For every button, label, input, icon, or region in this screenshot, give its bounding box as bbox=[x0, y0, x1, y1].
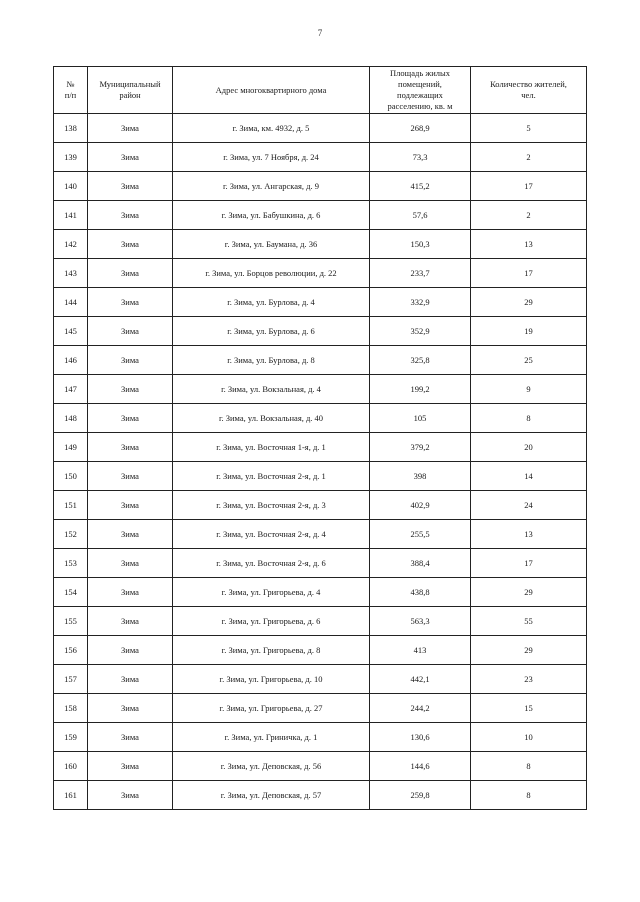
row-address: г. Зима, ул. Бурлова, д. 8 bbox=[173, 346, 370, 375]
row-address: г. Зима, ул. 7 Ноября, д. 24 bbox=[173, 143, 370, 172]
header-residents bbox=[471, 67, 587, 114]
table-row bbox=[54, 201, 587, 230]
row-address: г. Зима, ул. Деповская, д. 57 bbox=[173, 781, 370, 810]
table-row bbox=[54, 404, 587, 433]
table-row bbox=[54, 491, 587, 520]
row-address: г. Зима, ул. Бурлова, д. 4 bbox=[173, 288, 370, 317]
row-residents: 29 bbox=[471, 636, 587, 665]
row-number: 139 bbox=[54, 143, 88, 172]
row-district: Зима bbox=[88, 723, 173, 752]
table-row bbox=[54, 636, 587, 665]
row-area: 105 bbox=[370, 404, 471, 433]
row-number: 156 bbox=[54, 636, 88, 665]
row-district: Зима bbox=[88, 375, 173, 404]
row-area: 259,8 bbox=[370, 781, 471, 810]
row-number: 144 bbox=[54, 288, 88, 317]
table-header bbox=[54, 67, 587, 114]
row-address: г. Зима, ул. Восточная 2-я, д. 1 bbox=[173, 462, 370, 491]
row-number: 150 bbox=[54, 462, 88, 491]
row-district: Зима bbox=[88, 404, 173, 433]
row-address: г. Зима, ул. Григорьева, д. 4 bbox=[173, 578, 370, 607]
table-row bbox=[54, 143, 587, 172]
row-district: Зима bbox=[88, 752, 173, 781]
row-area: 150,3 bbox=[370, 230, 471, 259]
table-row bbox=[54, 549, 587, 578]
header-address-label: Адрес многоквартирного дома bbox=[215, 84, 327, 95]
table-row bbox=[54, 114, 587, 143]
row-area: 255,5 bbox=[370, 520, 471, 549]
row-address: г. Зима, ул. Вокзальная, д. 4 bbox=[173, 375, 370, 404]
row-district: Зима bbox=[88, 607, 173, 636]
row-district: Зима bbox=[88, 491, 173, 520]
header-district-label: Муниципальный район bbox=[99, 79, 161, 100]
row-residents: 5 bbox=[471, 114, 587, 143]
row-residents: 8 bbox=[471, 752, 587, 781]
row-area: 130,6 bbox=[370, 723, 471, 752]
row-district: Зима bbox=[88, 578, 173, 607]
header-area-label: Площадь жилых помещений, подлежащих расселению, кв. м bbox=[387, 68, 453, 111]
row-residents: 8 bbox=[471, 781, 587, 810]
housing-table bbox=[53, 66, 587, 810]
row-number: 143 bbox=[54, 259, 88, 288]
header-residents-label: Количество жителей, чел. bbox=[490, 79, 567, 100]
table-row bbox=[54, 375, 587, 404]
table-row bbox=[54, 172, 587, 201]
row-residents: 15 bbox=[471, 694, 587, 723]
row-residents: 19 bbox=[471, 317, 587, 346]
row-residents: 8 bbox=[471, 404, 587, 433]
row-number: 140 bbox=[54, 172, 88, 201]
row-district: Зима bbox=[88, 636, 173, 665]
row-number: 152 bbox=[54, 520, 88, 549]
row-number: 151 bbox=[54, 491, 88, 520]
row-number: 148 bbox=[54, 404, 88, 433]
table-row bbox=[54, 578, 587, 607]
header-num-label: № п/п bbox=[64, 79, 77, 100]
row-district: Зима bbox=[88, 172, 173, 201]
row-address: г. Зима, ул. Бабушкина, д. 6 bbox=[173, 201, 370, 230]
row-district: Зима bbox=[88, 346, 173, 375]
row-number: 147 bbox=[54, 375, 88, 404]
row-district: Зима bbox=[88, 201, 173, 230]
row-address: г. Зима, ул. Григорьева, д. 10 bbox=[173, 665, 370, 694]
row-area: 268,9 bbox=[370, 114, 471, 143]
row-address: г. Зима, ул. Вокзальная, д. 40 bbox=[173, 404, 370, 433]
row-residents: 13 bbox=[471, 230, 587, 259]
row-number: 154 bbox=[54, 578, 88, 607]
row-residents: 23 bbox=[471, 665, 587, 694]
header-num bbox=[54, 67, 88, 114]
row-residents: 13 bbox=[471, 520, 587, 549]
row-district: Зима bbox=[88, 230, 173, 259]
row-address: г. Зима, ул. Григорьева, д. 27 bbox=[173, 694, 370, 723]
row-number: 161 bbox=[54, 781, 88, 810]
row-residents: 55 bbox=[471, 607, 587, 636]
row-number: 157 bbox=[54, 665, 88, 694]
table-row bbox=[54, 230, 587, 259]
row-area: 244,2 bbox=[370, 694, 471, 723]
row-district: Зима bbox=[88, 288, 173, 317]
table-row bbox=[54, 607, 587, 636]
row-address: г. Зима, ул. Григорьева, д. 8 bbox=[173, 636, 370, 665]
row-number: 145 bbox=[54, 317, 88, 346]
row-residents: 20 bbox=[471, 433, 587, 462]
table-row bbox=[54, 288, 587, 317]
row-residents: 10 bbox=[471, 723, 587, 752]
row-address: г. Зима, ул. Григорьева, д. 6 bbox=[173, 607, 370, 636]
row-area: 332,9 bbox=[370, 288, 471, 317]
row-address: г. Зима, км. 4932, д. 5 bbox=[173, 114, 370, 143]
row-address: г. Зима, ул. Восточная 2-я, д. 4 bbox=[173, 520, 370, 549]
row-address: г. Зима, ул. Восточная 2-я, д. 6 bbox=[173, 549, 370, 578]
row-residents: 17 bbox=[471, 549, 587, 578]
table-row bbox=[54, 346, 587, 375]
row-number: 153 bbox=[54, 549, 88, 578]
table-row bbox=[54, 752, 587, 781]
row-area: 57,6 bbox=[370, 201, 471, 230]
row-address: г. Зима, ул. Борцов революции, д. 22 bbox=[173, 259, 370, 288]
row-area: 388,4 bbox=[370, 549, 471, 578]
row-district: Зима bbox=[88, 520, 173, 549]
row-residents: 29 bbox=[471, 578, 587, 607]
row-district: Зима bbox=[88, 433, 173, 462]
row-residents: 17 bbox=[471, 259, 587, 288]
row-number: 160 bbox=[54, 752, 88, 781]
row-district: Зима bbox=[88, 694, 173, 723]
table-row bbox=[54, 259, 587, 288]
row-district: Зима bbox=[88, 114, 173, 143]
table-row bbox=[54, 520, 587, 549]
row-number: 158 bbox=[54, 694, 88, 723]
row-area: 233,7 bbox=[370, 259, 471, 288]
table-row bbox=[54, 317, 587, 346]
row-area: 442,1 bbox=[370, 665, 471, 694]
table-row bbox=[54, 665, 587, 694]
row-area: 398 bbox=[370, 462, 471, 491]
row-area: 563,3 bbox=[370, 607, 471, 636]
row-number: 155 bbox=[54, 607, 88, 636]
row-number: 159 bbox=[54, 723, 88, 752]
row-district: Зима bbox=[88, 143, 173, 172]
row-area: 325,8 bbox=[370, 346, 471, 375]
row-address: г. Зима, ул. Гриничка, д. 1 bbox=[173, 723, 370, 752]
table-row bbox=[54, 433, 587, 462]
row-address: г. Зима, ул. Восточная 1-я, д. 1 bbox=[173, 433, 370, 462]
row-number: 149 bbox=[54, 433, 88, 462]
row-residents: 24 bbox=[471, 491, 587, 520]
row-residents: 25 bbox=[471, 346, 587, 375]
row-area: 144,6 bbox=[370, 752, 471, 781]
table-row bbox=[54, 462, 587, 491]
row-area: 73,3 bbox=[370, 143, 471, 172]
row-number: 141 bbox=[54, 201, 88, 230]
row-residents: 14 bbox=[471, 462, 587, 491]
row-area: 379,2 bbox=[370, 433, 471, 462]
row-address: г. Зима, ул. Восточная 2-я, д. 3 bbox=[173, 491, 370, 520]
row-residents: 29 bbox=[471, 288, 587, 317]
row-district: Зима bbox=[88, 781, 173, 810]
header-row bbox=[54, 67, 587, 114]
table-row bbox=[54, 694, 587, 723]
row-number: 146 bbox=[54, 346, 88, 375]
row-residents: 9 bbox=[471, 375, 587, 404]
table-row bbox=[54, 781, 587, 810]
row-address: г. Зима, ул. Баумана, д. 36 bbox=[173, 230, 370, 259]
row-district: Зима bbox=[88, 665, 173, 694]
table-body bbox=[54, 114, 587, 810]
row-district: Зима bbox=[88, 549, 173, 578]
row-district: Зима bbox=[88, 462, 173, 491]
row-residents: 2 bbox=[471, 143, 587, 172]
row-district: Зима bbox=[88, 259, 173, 288]
header-address bbox=[173, 67, 370, 114]
row-area: 438,8 bbox=[370, 578, 471, 607]
page-number: 7 bbox=[317, 28, 323, 38]
row-address: г. Зима, ул. Бурлова, д. 6 bbox=[173, 317, 370, 346]
table-row bbox=[54, 723, 587, 752]
row-area: 413 bbox=[370, 636, 471, 665]
row-number: 142 bbox=[54, 230, 88, 259]
header-area bbox=[370, 67, 471, 114]
row-residents: 2 bbox=[471, 201, 587, 230]
row-address: г. Зима, ул. Деповская, д. 56 bbox=[173, 752, 370, 781]
row-area: 352,9 bbox=[370, 317, 471, 346]
row-address: г. Зима, ул. Ангарская, д. 9 bbox=[173, 172, 370, 201]
row-area: 199,2 bbox=[370, 375, 471, 404]
header-district bbox=[88, 67, 173, 114]
row-area: 402,9 bbox=[370, 491, 471, 520]
row-residents: 17 bbox=[471, 172, 587, 201]
row-district: Зима bbox=[88, 317, 173, 346]
row-area: 415,2 bbox=[370, 172, 471, 201]
row-number: 138 bbox=[54, 114, 88, 143]
